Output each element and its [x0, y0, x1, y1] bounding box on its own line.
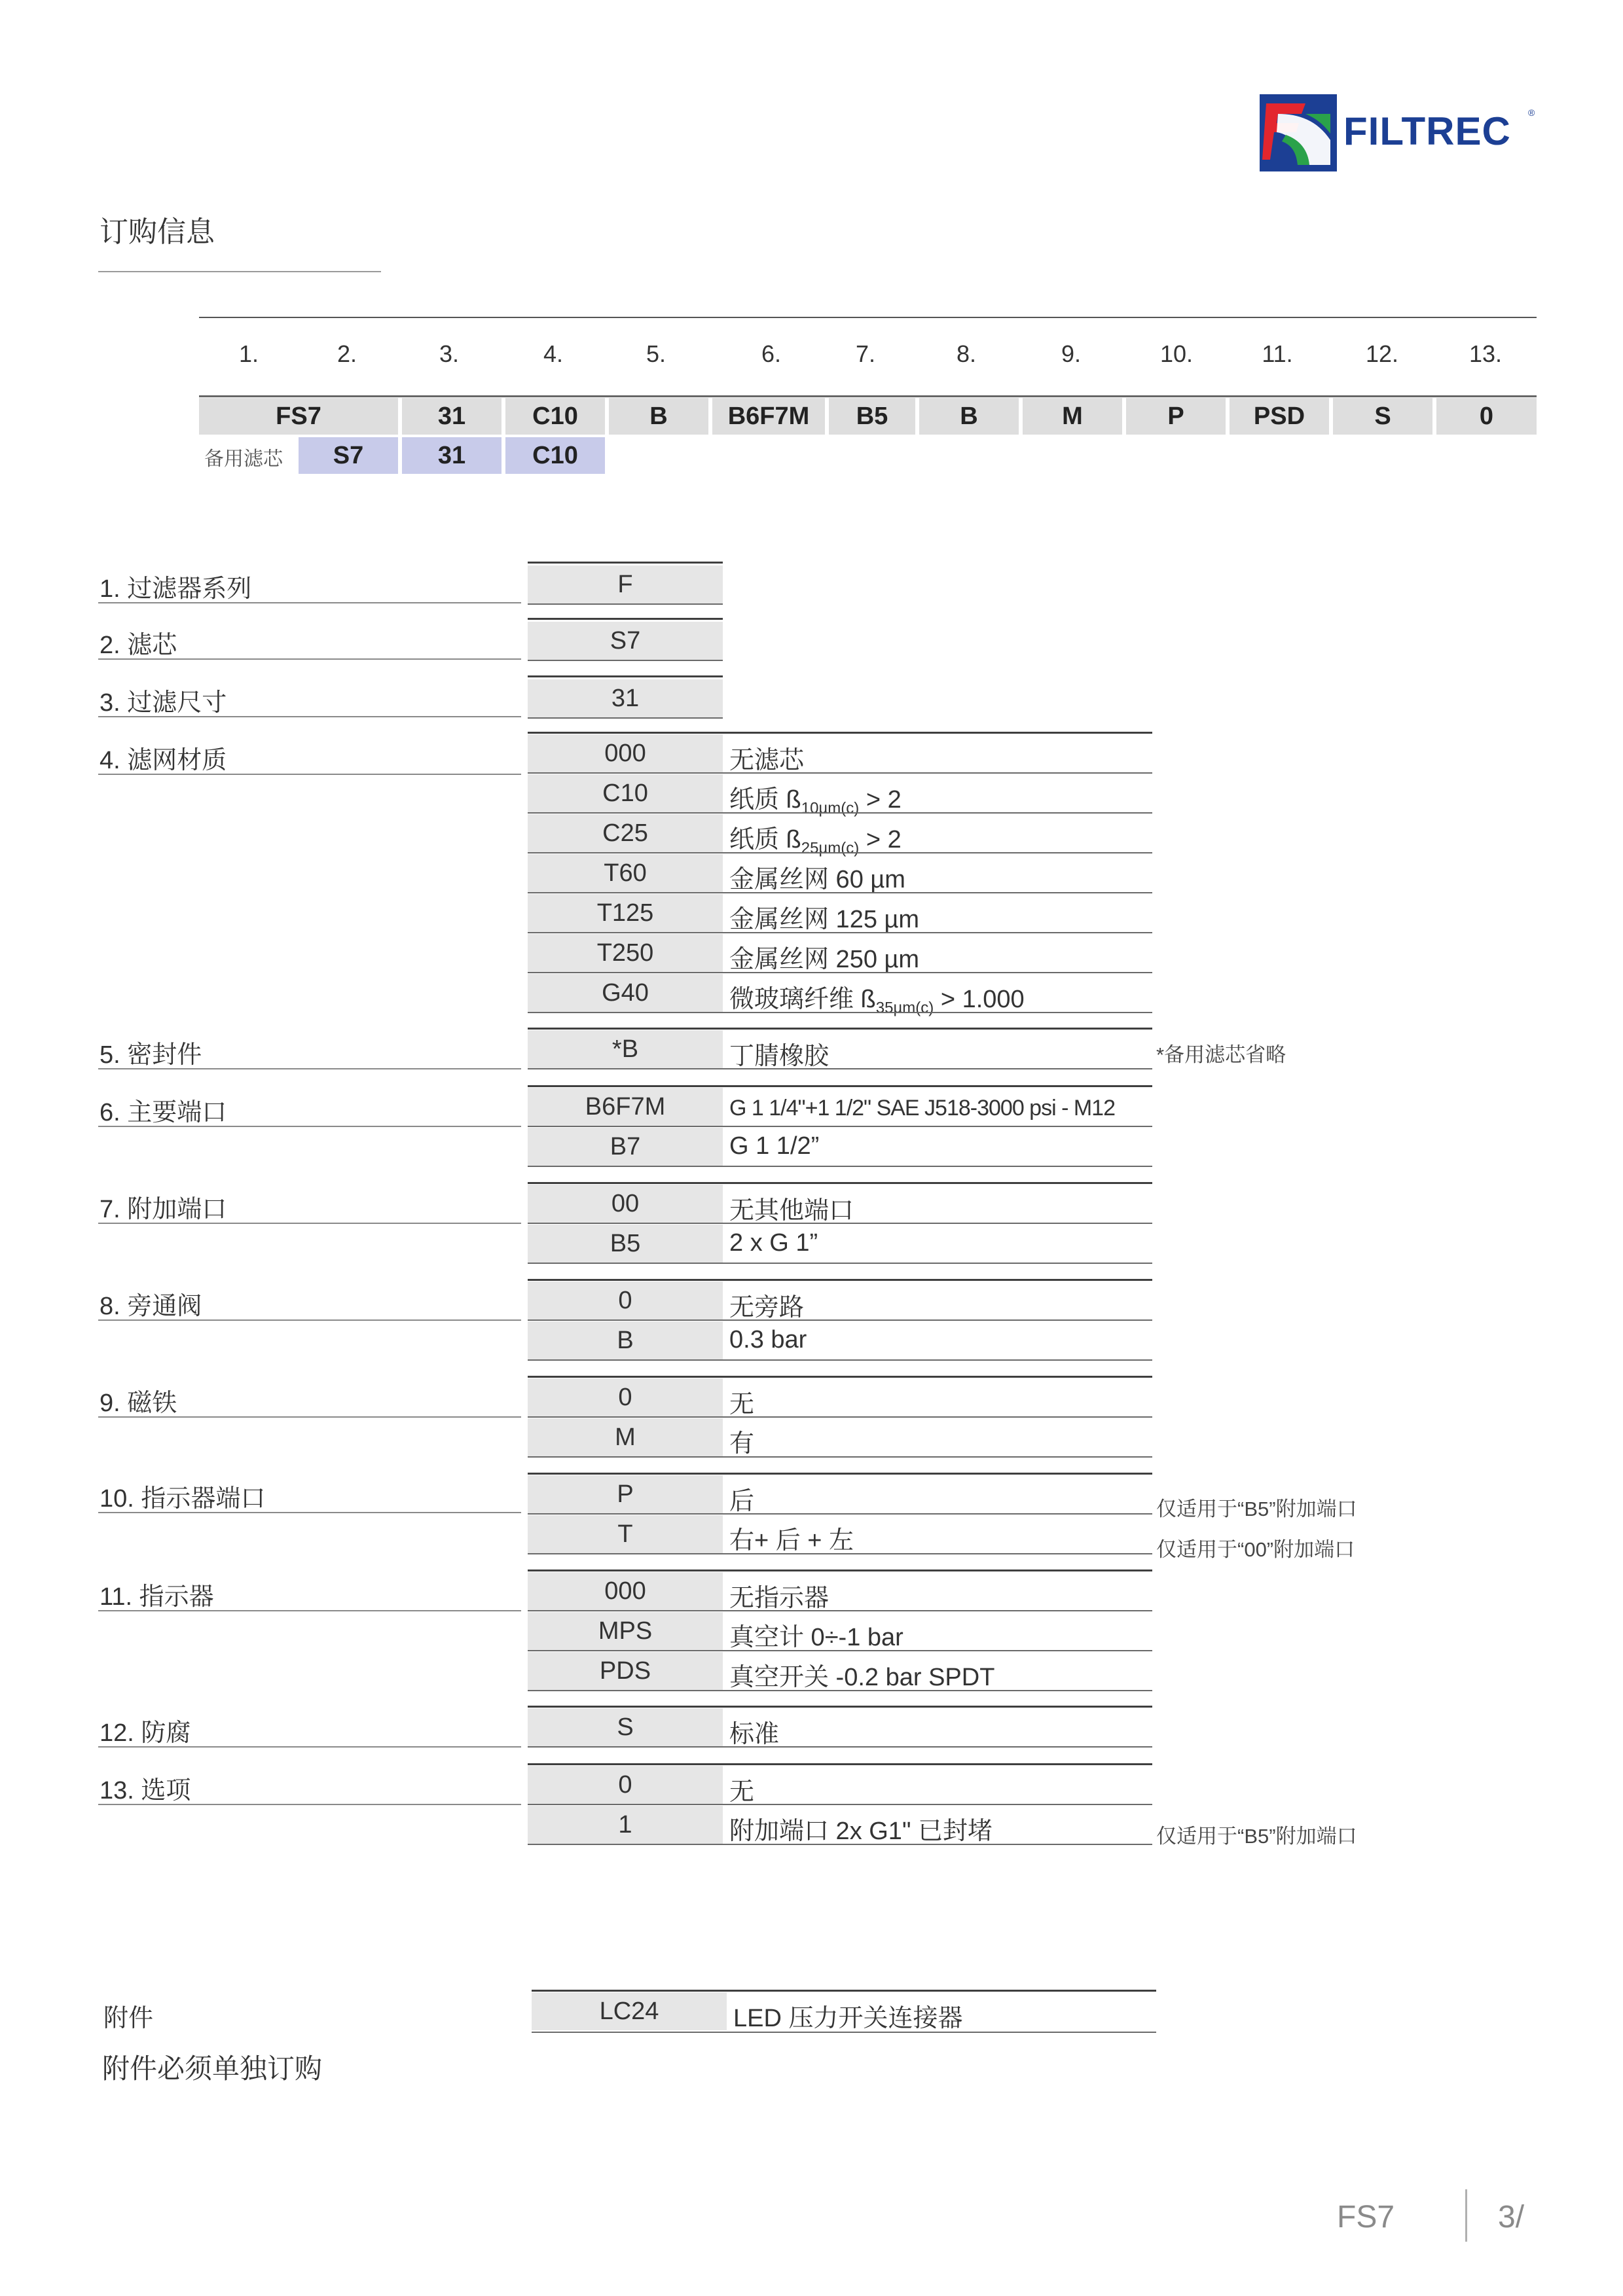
brand-registered-mark: ®: [1528, 107, 1535, 118]
option-code: 000: [528, 1572, 723, 1610]
row-rule: [528, 1068, 1152, 1069]
row-rule: [528, 1553, 1152, 1554]
spec-label: 8. 旁通阀: [100, 1293, 202, 1320]
accessory-top-rule: [532, 1990, 1156, 1992]
spec-label: 6. 主要端口: [100, 1099, 227, 1126]
spec-label: 2. 滤芯: [100, 632, 177, 659]
option-code: 000: [528, 734, 723, 772]
group-top-rule: [528, 1028, 1152, 1030]
column-number: 11.: [1262, 340, 1293, 367]
spare-code-cell: 31: [402, 437, 501, 474]
spare-code-cell: S7: [299, 437, 398, 474]
option-code: T125: [528, 894, 723, 932]
group-top-rule: [528, 732, 1152, 734]
row-rule: [528, 1844, 1152, 1845]
row-rule: [528, 717, 723, 719]
row-rule: [528, 852, 1152, 853]
row-rule: [528, 1610, 1152, 1611]
option-description: 金属丝网 60 µm: [729, 866, 905, 893]
row-rule: [528, 1012, 1152, 1013]
option-code: 0: [528, 1282, 723, 1319]
option-description: 附加端口 2x G1" 已封堵: [729, 1818, 993, 1845]
label-rule: [98, 1804, 521, 1805]
option-code: T250: [528, 934, 723, 972]
row-rule: [528, 660, 723, 661]
option-code: M: [528, 1418, 723, 1456]
row-rule: [528, 1416, 1152, 1418]
option-description: 右+ 后 + 左: [729, 1527, 854, 1554]
option-note: 仅适用于“00”附加端口: [1156, 1538, 1355, 1561]
option-description: 后: [729, 1488, 755, 1515]
code-cell: PSD: [1230, 398, 1329, 435]
code-cell: 31: [402, 398, 501, 435]
option-description: 2 x G 1”: [729, 1229, 818, 1257]
option-description: 无其他端口: [729, 1197, 854, 1225]
option-description: 纸质 $ß_{25\mu m(c)} > 2$: [729, 826, 902, 857]
code-cell: 0: [1436, 398, 1537, 435]
row-rule: [528, 1223, 1152, 1224]
column-number: 2.: [337, 340, 357, 367]
label-rule: [98, 1610, 521, 1611]
label-rule: [98, 774, 521, 775]
option-description: 标准: [729, 1721, 780, 1748]
column-number: 9.: [1061, 340, 1082, 367]
group-top-rule: [528, 1376, 1152, 1378]
option-code: F: [528, 565, 723, 603]
group-top-rule: [528, 1085, 1152, 1087]
column-number: 4.: [543, 340, 564, 367]
filtrec-logo: [1260, 94, 1535, 171]
group-top-rule: [528, 1763, 1152, 1765]
option-description: 0.3 bar: [729, 1326, 807, 1354]
label-rule: [98, 1319, 521, 1321]
row-rule: [528, 1166, 1152, 1167]
option-description: 无旁路: [729, 1294, 805, 1321]
code-cell: B5: [829, 398, 915, 435]
spec-label: 10. 指示器端口: [100, 1485, 266, 1513]
group-top-rule: [528, 1279, 1152, 1281]
spec-label: 5. 密封件: [100, 1041, 202, 1069]
row-rule: [528, 1359, 1152, 1361]
label-rule: [98, 716, 521, 717]
option-code: B6F7M: [528, 1088, 723, 1126]
option-note: *备用滤芯省略: [1156, 1043, 1286, 1066]
label-rule: [98, 602, 521, 603]
row-rule: [528, 972, 1152, 973]
option-description: 有: [729, 1430, 755, 1458]
column-number: 13.: [1468, 340, 1503, 367]
spec-label: 11. 指示器: [100, 1583, 214, 1611]
row-rule: [528, 1263, 1152, 1264]
option-code: 0: [528, 1766, 723, 1804]
option-description: 纸质 $ß_{10\mu m(c)} > 2$: [729, 786, 902, 817]
option-code: T: [528, 1515, 723, 1553]
option-code: G40: [528, 974, 723, 1012]
title-underline: [98, 271, 381, 272]
spec-label: 9. 磁铁: [100, 1390, 177, 1417]
option-description: G 1 1/2”: [729, 1132, 820, 1160]
filtrec-logo-mark-icon: [1260, 94, 1337, 171]
footer-model: FS7: [1337, 2200, 1395, 2234]
spec-label: 4. 滤网材质: [100, 747, 227, 774]
option-description: 微玻璃纤维 $ß_{35\mu m(c)} > 1.000$: [729, 986, 1025, 1017]
option-description: 无: [729, 1778, 755, 1806]
row-rule: [528, 1513, 1152, 1515]
column-number: 3.: [439, 340, 460, 367]
group-top-rule: [528, 1182, 1152, 1184]
code-table-separator: [199, 395, 1537, 397]
group-top-rule: [528, 562, 723, 564]
row-rule: [528, 1126, 1152, 1127]
option-code: 00: [528, 1185, 723, 1223]
row-rule: [528, 812, 1152, 814]
code-cell: B: [609, 398, 708, 435]
option-code: C10: [528, 774, 723, 812]
option-description: G 1 1/4"+1 1/2" SAE J518-3000 psi - M12: [729, 1096, 1116, 1121]
spec-label: 7. 附加端口: [100, 1196, 227, 1223]
group-top-rule: [528, 1706, 1152, 1708]
option-code: 0: [528, 1378, 723, 1416]
option-description: 无: [729, 1391, 755, 1418]
spare-element-label: 备用滤芯: [204, 448, 283, 470]
option-code: *B: [528, 1030, 723, 1068]
accessory-bottom-rule: [532, 2032, 1156, 2033]
column-number: 1.: [238, 340, 259, 367]
spec-label: 12. 防腐: [100, 1719, 191, 1747]
option-note: 仅适用于“B5”附加端口: [1156, 1825, 1357, 1848]
group-top-rule: [528, 1570, 1152, 1571]
option-description: 丁腈橡胶: [729, 1043, 830, 1070]
row-rule: [528, 1650, 1152, 1651]
group-top-rule: [528, 618, 723, 620]
option-code: B7: [528, 1128, 723, 1166]
row-rule: [528, 1804, 1152, 1805]
column-number: 6.: [761, 340, 782, 367]
accessory-note: 附件必须单独订购: [102, 2053, 323, 2084]
option-description: 金属丝网 250 µm: [729, 946, 920, 973]
option-description: 金属丝网 125 µm: [729, 906, 920, 933]
option-note: 仅适用于“B5”附加端口: [1156, 1498, 1357, 1520]
column-number: 8.: [956, 340, 977, 367]
option-description: 无指示器: [729, 1585, 830, 1612]
group-top-rule: [528, 675, 723, 677]
column-number: 7.: [855, 340, 876, 367]
column-number: 5.: [646, 340, 666, 367]
code-cell: B: [919, 398, 1019, 435]
row-rule: [528, 892, 1152, 893]
code-table-top-rule: [199, 317, 1537, 318]
option-description: 真空计 0÷-1 bar: [729, 1624, 903, 1651]
code-cell: C10: [505, 398, 605, 435]
group-top-rule: [528, 1473, 1152, 1475]
brand-name: FILTREC: [1343, 109, 1511, 153]
option-code: C25: [528, 814, 723, 852]
accessory-label: 附件: [103, 2005, 154, 2032]
option-code: B5: [528, 1225, 723, 1263]
label-rule: [98, 1068, 521, 1069]
code-cell: P: [1126, 398, 1226, 435]
option-code: T60: [528, 854, 723, 892]
footer-divider: [1465, 2189, 1467, 2242]
code-cell: B6F7M: [712, 398, 825, 435]
option-code: PDS: [528, 1652, 723, 1690]
spare-code-cell: C10: [505, 437, 605, 474]
row-rule: [528, 1690, 1152, 1691]
spec-label: 13. 选项: [100, 1777, 191, 1804]
option-code: P: [528, 1475, 723, 1513]
accessory-code: LC24: [532, 1992, 727, 2030]
accessory-description: LED 压力开关连接器: [733, 2005, 963, 2032]
label-rule: [98, 1223, 521, 1224]
row-rule: [528, 1319, 1152, 1321]
option-code: S7: [528, 622, 723, 660]
code-cell: S: [1333, 398, 1432, 435]
row-rule: [528, 932, 1152, 933]
column-number: 10.: [1159, 340, 1194, 367]
column-number: 12.: [1365, 340, 1399, 367]
footer-page-number: 3/: [1498, 2200, 1525, 2234]
row-rule: [528, 772, 1152, 774]
option-description: 无滤芯: [729, 747, 805, 774]
option-code: 1: [528, 1806, 723, 1844]
option-code: S: [528, 1708, 723, 1746]
label-rule: [98, 1416, 521, 1418]
label-rule: [98, 1512, 521, 1513]
spec-label: 1. 过滤器系列: [100, 575, 252, 603]
label-rule: [98, 658, 521, 660]
label-rule: [98, 1126, 521, 1127]
option-code: MPS: [528, 1612, 723, 1650]
spec-label: 3. 过滤尺寸: [100, 689, 227, 717]
label-rule: [98, 1746, 521, 1748]
option-description: 真空开关 -0.2 bar SPDT: [729, 1664, 995, 1691]
row-rule: [528, 1456, 1152, 1458]
row-rule: [528, 1746, 1152, 1748]
page-title: 订购信息: [100, 216, 215, 248]
code-cell: M: [1023, 398, 1122, 435]
row-rule: [528, 603, 723, 605]
option-code: 31: [528, 679, 723, 717]
code-cell: FS7: [199, 398, 398, 435]
option-code: B: [528, 1321, 723, 1359]
